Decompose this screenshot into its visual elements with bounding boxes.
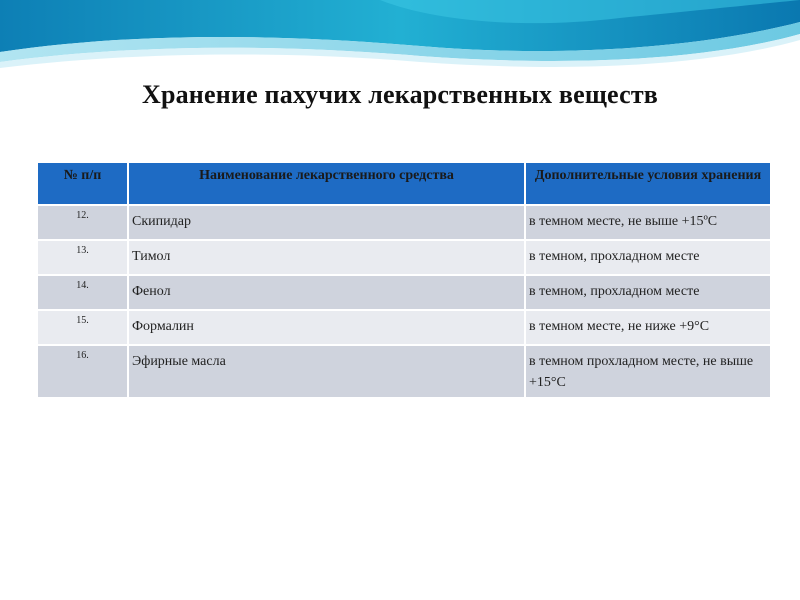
row-storage-conditions: в темном, прохладном месте — [525, 275, 770, 310]
table-row — [38, 240, 770, 275]
header-number: № п/п — [38, 163, 128, 205]
table-row — [38, 310, 770, 345]
table-header-row — [38, 163, 770, 205]
table-row — [38, 345, 770, 398]
row-number: 12. — [38, 205, 128, 240]
slide-title: Хранение пахучих лекарственных веществ — [141, 80, 659, 109]
row-number: 16. — [38, 345, 128, 398]
header-name: Наименование лекарственного средства — [128, 163, 525, 205]
row-storage-conditions: в темном прохладном месте, не выше +15°С — [525, 345, 770, 398]
row-drug-name: Тимол — [128, 240, 525, 275]
table-row — [38, 205, 770, 240]
row-number: 13. — [38, 240, 128, 275]
storage-table — [38, 163, 770, 399]
row-drug-name: Формалин — [128, 310, 525, 345]
row-drug-name: Скипидар — [128, 205, 525, 240]
header-conditions: Дополнительные условия хранения — [525, 163, 770, 205]
row-drug-name: Эфирные масла — [128, 345, 525, 398]
row-number: 15. — [38, 310, 128, 345]
header-wave-decoration — [0, 0, 800, 80]
table-row — [38, 275, 770, 310]
row-storage-conditions: в темном месте, не ниже +9°С — [525, 310, 770, 345]
row-number: 14. — [38, 275, 128, 310]
row-drug-name: Фенол — [128, 275, 525, 310]
row-storage-conditions: в темном, прохладном месте — [525, 240, 770, 275]
row-storage-conditions: в темном месте, не выше +15ºС — [525, 205, 770, 240]
